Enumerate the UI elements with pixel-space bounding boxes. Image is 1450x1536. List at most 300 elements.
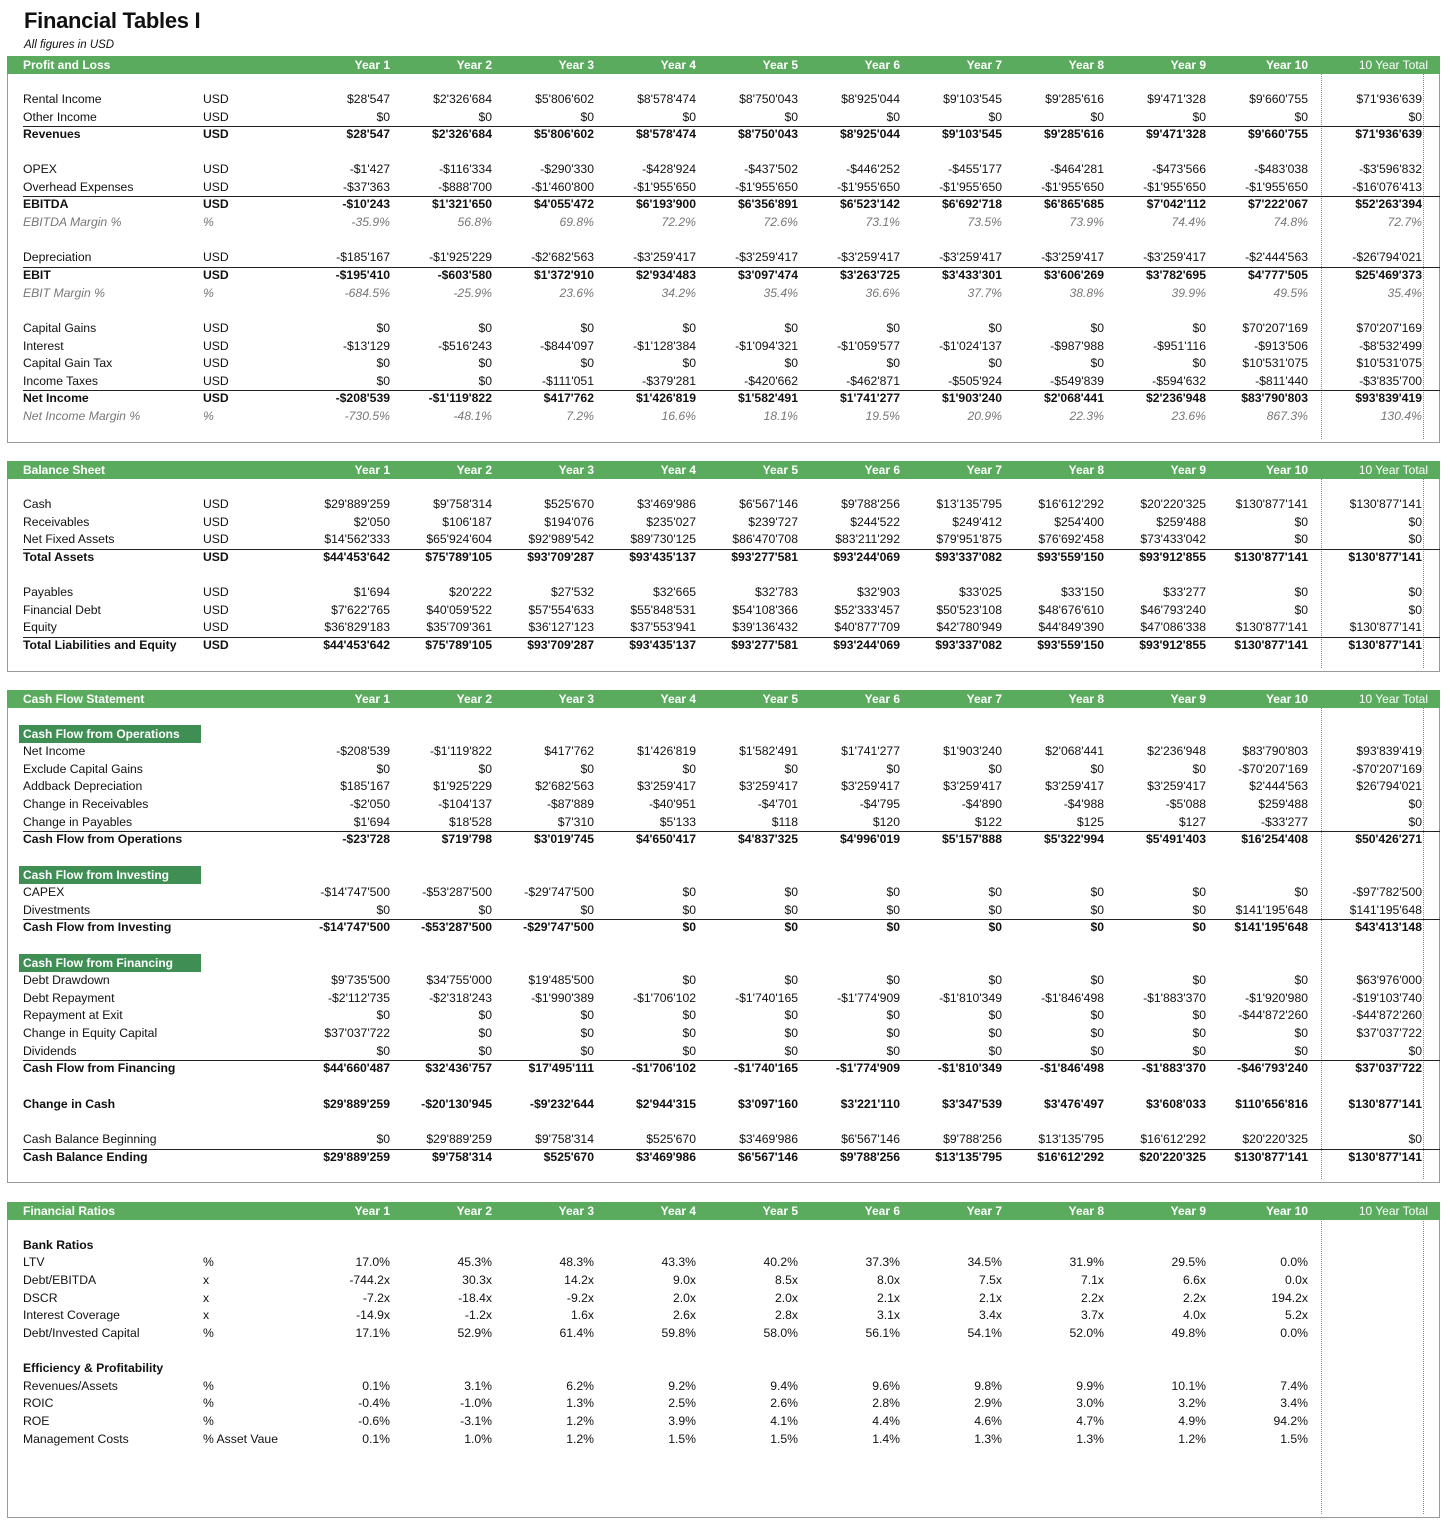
value-cell: -$1'024'137 — [939, 339, 1002, 353]
value-cell: $0 — [682, 920, 696, 934]
value-cell: 2.5% — [668, 1396, 696, 1410]
row-label: Interest Coverage — [23, 1308, 120, 1322]
value-cell: $0 — [886, 321, 900, 335]
row-unit: USD — [203, 356, 229, 370]
value-cell: $9'758'314 — [535, 1132, 594, 1146]
value-cell: $1'372'910 — [533, 268, 594, 282]
value-cell: -$46'793'240 — [1237, 1061, 1308, 1075]
value-cell: $6'193'900 — [635, 197, 696, 211]
year-header: Year 4 — [660, 58, 696, 72]
total-cell: $130'877'141 — [1348, 550, 1422, 564]
value-cell: -$3'259'417 — [735, 250, 798, 264]
row-unit: USD — [203, 374, 229, 388]
value-cell: -$455'177 — [948, 162, 1002, 176]
row-label: Debt/EBITDA — [23, 1273, 97, 1287]
table-row — [7, 602, 1440, 620]
table-row — [7, 619, 1440, 637]
value-cell: $0 — [886, 1044, 900, 1058]
value-cell: $0 — [988, 321, 1002, 335]
value-cell: $3'097'160 — [737, 1097, 798, 1111]
table-row — [7, 285, 1440, 303]
value-cell: $0 — [376, 356, 390, 370]
value-cell: $0 — [478, 110, 492, 124]
table-row — [7, 373, 1440, 391]
subsection-header: Cash Flow from Investing — [19, 866, 201, 884]
value-cell: 5.2x — [1284, 1308, 1308, 1322]
value-cell: 30.3x — [462, 1273, 492, 1287]
value-cell: -$1'706'102 — [633, 991, 696, 1005]
value-cell: -$29'747'500 — [523, 920, 594, 934]
value-cell: $93'337'082 — [935, 638, 1002, 652]
value-cell: $2'236'948 — [1145, 391, 1206, 405]
value-cell: $9'788'256 — [943, 1132, 1002, 1146]
value-cell: $0 — [1090, 1008, 1104, 1022]
total-cell: $141'195'648 — [1349, 903, 1422, 917]
table-row — [7, 778, 1440, 796]
value-cell: -$603'580 — [437, 268, 492, 282]
value-cell: $525'670 — [544, 497, 594, 511]
value-cell: $33'277 — [1163, 585, 1206, 599]
value-cell: $0 — [784, 1026, 798, 1040]
value-cell: $3'608'033 — [1145, 1097, 1206, 1111]
total-cell: -$26'794'021 — [1352, 250, 1422, 264]
year-header: Year 8 — [1068, 58, 1104, 72]
year-header: Year 4 — [660, 692, 696, 706]
row-label: Repayment at Exit — [23, 1008, 123, 1022]
value-cell: $130'877'141 — [1234, 550, 1308, 564]
total-cell: $0 — [1408, 797, 1422, 811]
value-cell: -$1'059'577 — [837, 339, 900, 353]
value-cell: $259'488 — [1156, 515, 1206, 529]
row-unit: x — [203, 1308, 210, 1322]
value-cell: $13'135'795 — [935, 1150, 1002, 1164]
section-header-cf — [7, 690, 1440, 708]
value-cell: 2.2x — [1182, 1291, 1206, 1305]
year-header: Year 3 — [558, 1204, 594, 1218]
value-cell: $8'750'043 — [739, 92, 798, 106]
value-cell: $0 — [1294, 1026, 1308, 1040]
section-title: Profit and Loss — [23, 58, 111, 72]
table-row — [7, 249, 1440, 267]
value-cell: 16.6% — [661, 409, 696, 423]
value-cell: $7'622'765 — [331, 603, 390, 617]
value-cell: 22.3% — [1069, 409, 1104, 423]
value-cell: -$1'094'321 — [735, 339, 798, 353]
value-cell: $0 — [988, 973, 1002, 987]
value-cell: $0 — [1294, 603, 1308, 617]
value-cell: $0 — [1294, 885, 1308, 899]
row-label: Debt/Invested Capital — [23, 1326, 140, 1340]
value-cell: $2'444'563 — [1249, 779, 1308, 793]
value-cell: 34.2% — [661, 286, 696, 300]
table-row — [7, 214, 1440, 232]
value-cell: 18.1% — [763, 409, 798, 423]
row-unit: USD — [203, 497, 229, 511]
value-cell: -$2'050 — [349, 797, 390, 811]
value-cell: $7'310 — [557, 815, 594, 829]
value-cell: $130'877'141 — [1234, 1150, 1308, 1164]
value-cell: $0 — [886, 885, 900, 899]
row-label: Debt Drawdown — [23, 973, 110, 987]
value-cell: $0 — [376, 374, 390, 388]
total-cell: $130'877'141 — [1348, 638, 1422, 652]
section-header-fr — [7, 1202, 1440, 1220]
value-cell: $0 — [580, 1044, 594, 1058]
value-cell: 34.5% — [967, 1255, 1002, 1269]
value-cell: $1'321'650 — [431, 197, 492, 211]
value-cell: -684.5% — [344, 286, 390, 300]
value-cell: 17.0% — [355, 1255, 390, 1269]
value-cell: $13'135'795 — [936, 497, 1002, 511]
value-cell: -$1'883'370 — [1143, 991, 1206, 1005]
value-cell: 19.5% — [865, 409, 900, 423]
total-cell: $71'936'639 — [1356, 92, 1422, 106]
table-row — [7, 796, 1440, 814]
value-cell: $0 — [1294, 110, 1308, 124]
table-row — [7, 743, 1440, 761]
value-cell: 56.1% — [865, 1326, 900, 1340]
value-cell: 8.0x — [876, 1273, 900, 1287]
total-cell: $130'877'141 — [1349, 620, 1422, 634]
table-row — [7, 496, 1440, 514]
row-label: Debt Repayment — [23, 991, 115, 1005]
value-cell: -$10'243 — [342, 197, 390, 211]
value-cell: -$594'632 — [1152, 374, 1206, 388]
section-header-bs — [7, 461, 1440, 479]
value-cell: -$473'566 — [1152, 162, 1206, 176]
value-cell: 1.3% — [1076, 1432, 1104, 1446]
value-cell: $93'709'287 — [527, 550, 594, 564]
year-header: Year 5 — [762, 692, 798, 706]
value-cell: 31.9% — [1069, 1255, 1104, 1269]
value-cell: -$2'682'563 — [531, 250, 594, 264]
row-unit: USD — [203, 268, 229, 282]
value-cell: $249'412 — [952, 515, 1002, 529]
value-cell: $9'735'500 — [331, 973, 390, 987]
row-label: Revenues — [23, 127, 81, 141]
value-cell: 74.4% — [1171, 215, 1206, 229]
value-cell: $9'471'328 — [1147, 92, 1206, 106]
value-cell: 4.4% — [872, 1414, 900, 1428]
value-cell: -$44'872'260 — [1238, 1008, 1308, 1022]
year-header: Year 5 — [762, 1204, 798, 1218]
value-cell: $35'709'361 — [426, 620, 492, 634]
table-row — [7, 355, 1440, 373]
value-cell: $46'793'240 — [1140, 603, 1206, 617]
value-cell: 1.2% — [566, 1432, 594, 1446]
value-cell: 72.6% — [763, 215, 798, 229]
table-row — [7, 1431, 1440, 1449]
year-header: Year 9 — [1170, 692, 1206, 706]
value-cell: -$14'747'500 — [319, 920, 390, 934]
value-cell: -$4'795 — [859, 797, 900, 811]
row-label: Equity — [23, 620, 57, 634]
value-cell: -$1'920'980 — [1245, 991, 1308, 1005]
value-cell: -$185'167 — [336, 250, 390, 264]
value-cell: 2.8% — [872, 1396, 900, 1410]
value-cell: -744.2x — [349, 1273, 390, 1287]
value-cell: 1.5% — [668, 1432, 696, 1446]
total-cell: $0 — [1408, 815, 1422, 829]
row-unit: USD — [203, 620, 229, 634]
value-cell: $2'934'483 — [635, 268, 696, 282]
year-header: Year 9 — [1170, 58, 1206, 72]
total-header: 10 Year Total — [1358, 58, 1428, 72]
row-unit: USD — [203, 127, 229, 141]
value-cell: $8'925'044 — [841, 92, 900, 106]
table-row — [7, 814, 1440, 832]
table-row — [7, 1096, 1440, 1114]
value-cell: $18'528 — [449, 815, 492, 829]
value-cell: 1.6x — [570, 1308, 594, 1322]
year-header: Year 8 — [1068, 1204, 1104, 1218]
table-row — [7, 1360, 1440, 1378]
value-cell: $93'435'137 — [629, 638, 696, 652]
row-label: EBIT — [23, 268, 51, 282]
value-cell: $20'220'325 — [1242, 1132, 1308, 1146]
value-cell: $9'471'328 — [1145, 127, 1206, 141]
value-cell: $122 — [974, 815, 1002, 829]
value-cell: 0.0x — [1284, 1273, 1308, 1287]
value-cell: $0 — [1294, 515, 1308, 529]
value-cell: $48'676'610 — [1038, 603, 1104, 617]
row-label: Cash Balance Beginning — [23, 1132, 157, 1146]
value-cell: $127 — [1178, 815, 1206, 829]
value-cell: $0 — [1294, 585, 1308, 599]
value-cell: 0.1% — [362, 1432, 390, 1446]
year-header: Year 3 — [558, 692, 594, 706]
total-cell: -$16'076'413 — [1352, 180, 1422, 194]
value-cell: -1.2x — [464, 1308, 492, 1322]
row-unit: % — [203, 286, 214, 300]
row-unit: % — [203, 1396, 214, 1410]
value-cell: $0 — [784, 973, 798, 987]
table-row — [7, 390, 1440, 408]
value-cell: 0.0% — [1280, 1255, 1308, 1269]
value-cell: $0 — [580, 356, 594, 370]
value-cell: $29'889'259 — [323, 1150, 390, 1164]
total-cell: $43'413'148 — [1355, 920, 1422, 934]
table-row — [7, 990, 1440, 1008]
value-cell: -$1'119'822 — [429, 744, 492, 758]
row-label: Payables — [23, 585, 74, 599]
value-cell: 7.2% — [566, 409, 594, 423]
value-cell: 1.2% — [1178, 1432, 1206, 1446]
value-cell: $0 — [580, 903, 594, 917]
total-cell: $0 — [1408, 532, 1422, 546]
value-cell: -48.1% — [453, 409, 492, 423]
year-header: Year 7 — [966, 463, 1002, 477]
value-cell: $2'068'441 — [1043, 391, 1104, 405]
value-cell: -25.9% — [453, 286, 492, 300]
value-cell: -$33'277 — [1260, 815, 1308, 829]
value-cell: $0 — [784, 885, 798, 899]
value-cell: 7.4% — [1280, 1379, 1308, 1393]
value-cell: $33'025 — [959, 585, 1002, 599]
value-cell: $3'606'269 — [1043, 268, 1104, 282]
value-cell: $47'086'338 — [1140, 620, 1206, 634]
value-cell: $6'567'146 — [737, 1150, 798, 1164]
value-cell: $0 — [376, 762, 390, 776]
value-cell: -$811'440 — [1255, 374, 1308, 388]
table-row — [7, 126, 1440, 144]
value-cell: -$290'330 — [540, 162, 594, 176]
row-unit: USD — [203, 92, 229, 106]
table-row — [7, 531, 1440, 549]
value-cell: $9'285'616 — [1045, 92, 1104, 106]
value-cell: -$1'460'800 — [531, 180, 594, 194]
value-cell: $2'326'684 — [433, 92, 492, 106]
row-label: Depreciation — [23, 250, 92, 264]
value-cell: $0 — [1090, 973, 1104, 987]
value-cell: $0 — [1192, 903, 1206, 917]
row-label: Dividends — [23, 1044, 77, 1058]
value-cell: 40.2% — [763, 1255, 798, 1269]
total-cell: $0 — [1408, 1044, 1422, 1058]
value-cell: $5'133 — [659, 815, 696, 829]
value-cell: 43.3% — [661, 1255, 696, 1269]
table-row — [7, 408, 1440, 426]
value-cell: $9'788'256 — [839, 1150, 900, 1164]
row-unit: % — [203, 215, 214, 229]
value-cell: $16'612'292 — [1037, 1150, 1104, 1164]
value-cell: -$53'287'500 — [421, 920, 492, 934]
value-cell: $0 — [1090, 762, 1104, 776]
row-unit: % — [203, 1255, 214, 1269]
year-header: Year 3 — [558, 58, 594, 72]
value-cell: -$1'810'349 — [937, 1061, 1002, 1075]
value-cell: $2'682'563 — [535, 779, 594, 793]
value-cell: $5'806'602 — [535, 92, 594, 106]
year-header: Year 8 — [1068, 463, 1104, 477]
table-row — [7, 831, 1440, 849]
value-cell: $0 — [1192, 973, 1206, 987]
row-label: Net Income — [23, 744, 86, 758]
value-cell: -$13'129 — [342, 339, 390, 353]
table-row — [7, 1325, 1440, 1343]
value-cell: -$379'281 — [642, 374, 696, 388]
value-cell: -$1'883'370 — [1141, 1061, 1206, 1075]
value-cell: $20'220'325 — [1139, 1150, 1206, 1164]
value-cell: -$23'728 — [342, 832, 390, 846]
value-cell: 1.3% — [566, 1396, 594, 1410]
value-cell: $5'322'994 — [1043, 832, 1104, 846]
table-row — [7, 179, 1440, 197]
value-cell: $0 — [1192, 1008, 1206, 1022]
value-cell: $9'758'314 — [433, 497, 492, 511]
value-cell: $10'531'075 — [1242, 356, 1308, 370]
table-row — [7, 919, 1440, 937]
value-cell: 23.6% — [559, 286, 594, 300]
value-cell: -0.6% — [358, 1414, 390, 1428]
value-cell: 20.9% — [967, 409, 1002, 423]
table-row — [7, 1378, 1440, 1396]
value-cell: $525'670 — [646, 1132, 696, 1146]
total-cell: $0 — [1408, 110, 1422, 124]
year-header: Year 2 — [456, 463, 492, 477]
value-cell: 3.7x — [1080, 1308, 1104, 1322]
value-cell: $0 — [682, 321, 696, 335]
value-cell: -$208'539 — [336, 744, 390, 758]
value-cell: $52'333'457 — [834, 603, 900, 617]
value-cell: -$87'889 — [546, 797, 594, 811]
value-cell: $93'435'137 — [629, 550, 696, 564]
value-cell: -$1'427 — [349, 162, 390, 176]
value-cell: $254'400 — [1054, 515, 1104, 529]
page-subtitle: All figures in USD — [24, 39, 115, 51]
total-cell: $0 — [1408, 515, 1422, 529]
value-cell: $2'068'441 — [1045, 744, 1104, 758]
value-cell: $2'236'948 — [1147, 744, 1206, 758]
value-cell: -$462'871 — [846, 374, 900, 388]
total-cell: $37'037'722 — [1356, 1026, 1422, 1040]
value-cell: $185'167 — [340, 779, 390, 793]
value-cell: $0 — [988, 110, 1002, 124]
value-cell: $0 — [784, 903, 798, 917]
table-row — [7, 338, 1440, 356]
value-cell: $0 — [988, 1008, 1002, 1022]
value-cell: $0 — [580, 321, 594, 335]
value-cell: -$111'051 — [541, 374, 594, 388]
row-unit: USD — [203, 515, 229, 529]
value-cell: $0 — [1192, 762, 1206, 776]
table-row — [7, 1307, 1440, 1325]
total-cell: -$70'207'169 — [1352, 762, 1422, 776]
value-cell: $28'547 — [346, 127, 390, 141]
value-cell: $93'559'150 — [1037, 550, 1104, 564]
value-cell: $3'263'725 — [839, 268, 900, 282]
value-cell: $0 — [988, 1044, 1002, 1058]
row-label: Change in Equity Capital — [23, 1026, 158, 1040]
value-cell: -$1'774'909 — [837, 991, 900, 1005]
total-cell: -$3'835'700 — [1359, 374, 1422, 388]
value-cell: $14'562'333 — [324, 532, 390, 546]
row-label: Capital Gain Tax — [23, 356, 113, 370]
value-cell: $32'783 — [755, 585, 798, 599]
value-cell: $3'433'301 — [941, 268, 1002, 282]
value-cell: $65'924'604 — [426, 532, 492, 546]
value-cell: $0 — [1192, 110, 1206, 124]
row-unit: USD — [203, 250, 229, 264]
year-header: Year 10 — [1265, 58, 1308, 72]
value-cell: $0 — [1090, 321, 1104, 335]
row-label: OPEX — [23, 162, 57, 176]
value-cell: $239'727 — [748, 515, 798, 529]
total-cell: 72.7% — [1387, 215, 1422, 229]
value-cell: $6'692'718 — [941, 197, 1002, 211]
value-cell: 74.8% — [1273, 215, 1308, 229]
row-label: EBITDA Margin % — [23, 215, 122, 229]
value-cell: -$987'988 — [1050, 339, 1104, 353]
table-row — [7, 320, 1440, 338]
value-cell: $0 — [988, 1026, 1002, 1040]
value-cell: $3'259'417 — [841, 779, 900, 793]
total-cell: $52'263'394 — [1355, 197, 1422, 211]
value-cell: $0 — [1192, 1026, 1206, 1040]
row-label: Total Assets — [23, 550, 95, 564]
table-row — [7, 902, 1440, 920]
total-cell: -$44'872'260 — [1352, 1008, 1422, 1022]
row-label: Efficiency & Profitability — [23, 1361, 164, 1375]
value-cell: $4'055'472 — [533, 197, 594, 211]
year-header: Year 6 — [864, 463, 900, 477]
value-cell: $0 — [1192, 1044, 1206, 1058]
value-cell: -$1'740'165 — [733, 1061, 798, 1075]
value-cell: $0 — [1090, 885, 1104, 899]
value-cell: $93'244'069 — [833, 550, 900, 564]
table-row — [7, 584, 1440, 602]
value-cell: 94.2% — [1273, 1414, 1308, 1428]
